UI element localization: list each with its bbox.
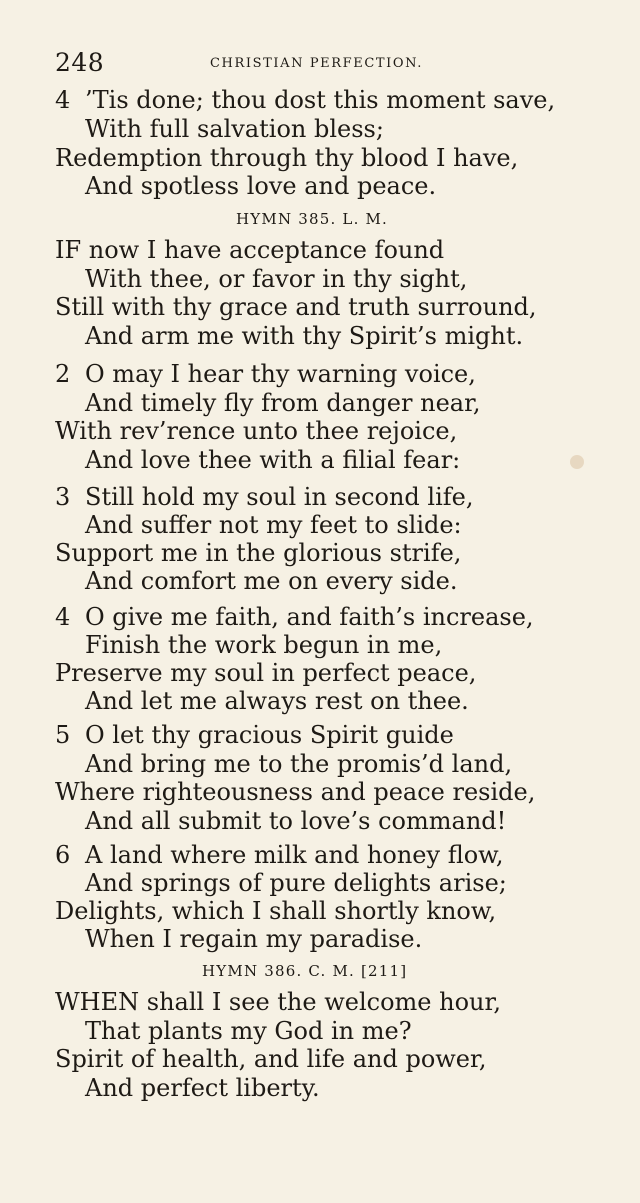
stanza-number: 4	[55, 603, 71, 631]
verse-line: 3 Still hold my soul in second life,	[55, 483, 474, 511]
hymn-385-heading: HYMN 385. L. M.	[236, 210, 389, 228]
verse-line: That plants my God in me?	[85, 1017, 412, 1045]
verse-line: And bring me to the promis’d land,	[85, 750, 513, 778]
stanza-number: 4	[55, 86, 71, 114]
verse-line: And all submit to love’s command!	[85, 807, 507, 835]
verse-line: And let me always rest on thee.	[85, 687, 469, 715]
verse-line: And arm me with thy Spirit’s might.	[85, 322, 524, 350]
verse-line: When I regain my paradise.	[85, 925, 423, 953]
opening-word: IF	[55, 236, 82, 264]
verse-line: And perfect liberty.	[85, 1074, 320, 1102]
verse-line: And suffer not my feet to slide:	[85, 511, 462, 539]
stanza-number: 3	[55, 483, 71, 511]
verse-line: 2 O may I hear thy warning voice,	[55, 360, 476, 388]
stanza-number: 6	[55, 841, 71, 869]
verse-line: WHEN shall I see the welcome hour,	[55, 988, 501, 1016]
verse-line: And springs of pure delights arise;	[85, 869, 507, 897]
verse-line: And love thee with a filial fear:	[85, 446, 461, 474]
verse-line: With rev’rence unto thee rejoice,	[55, 417, 458, 445]
verse-line: With full salvation bless;	[85, 115, 384, 143]
stanza-number: 5	[55, 721, 71, 749]
stanza-number: 2	[55, 360, 71, 388]
verse-line: 4 ’Tis done; thou dost this moment save,	[55, 86, 556, 114]
running-title: CHRISTIAN PERFECTION.	[210, 56, 424, 71]
paper-stain	[570, 455, 584, 469]
hymn-386-heading: HYMN 386. C. M. [211]	[202, 962, 408, 980]
verse-line: Redemption through thy blood I have,	[55, 144, 519, 172]
verse-line: Support me in the glorious strife,	[55, 539, 462, 567]
page-number: 248	[55, 48, 105, 77]
verse-line: 4 O give me faith, and faith’s increase,	[55, 603, 534, 631]
verse-line: Delights, which I shall shortly know,	[55, 897, 497, 925]
verse-line: Finish the work begun in me,	[85, 631, 443, 659]
verse-line: 5 O let thy gracious Spirit guide	[55, 721, 454, 749]
verse-line: Preserve my soul in perfect peace,	[55, 659, 477, 687]
verse-line: IF now I have acceptance found	[55, 236, 445, 264]
verse-line: And spotless love and peace.	[85, 172, 437, 200]
verse-line: Still with thy grace and truth surround,	[55, 293, 537, 321]
verse-line: Spirit of health, and life and power,	[55, 1045, 487, 1073]
opening-word: WHEN	[55, 988, 140, 1016]
verse-line: 6 A land where milk and honey flow,	[55, 841, 504, 869]
verse-line: And timely fly from danger near,	[85, 389, 481, 417]
verse-line: And comfort me on every side.	[85, 567, 458, 595]
verse-line: With thee, or favor in thy sight,	[85, 265, 468, 293]
verse-line: Where righteousness and peace reside,	[55, 778, 536, 806]
page-header	[55, 48, 555, 80]
